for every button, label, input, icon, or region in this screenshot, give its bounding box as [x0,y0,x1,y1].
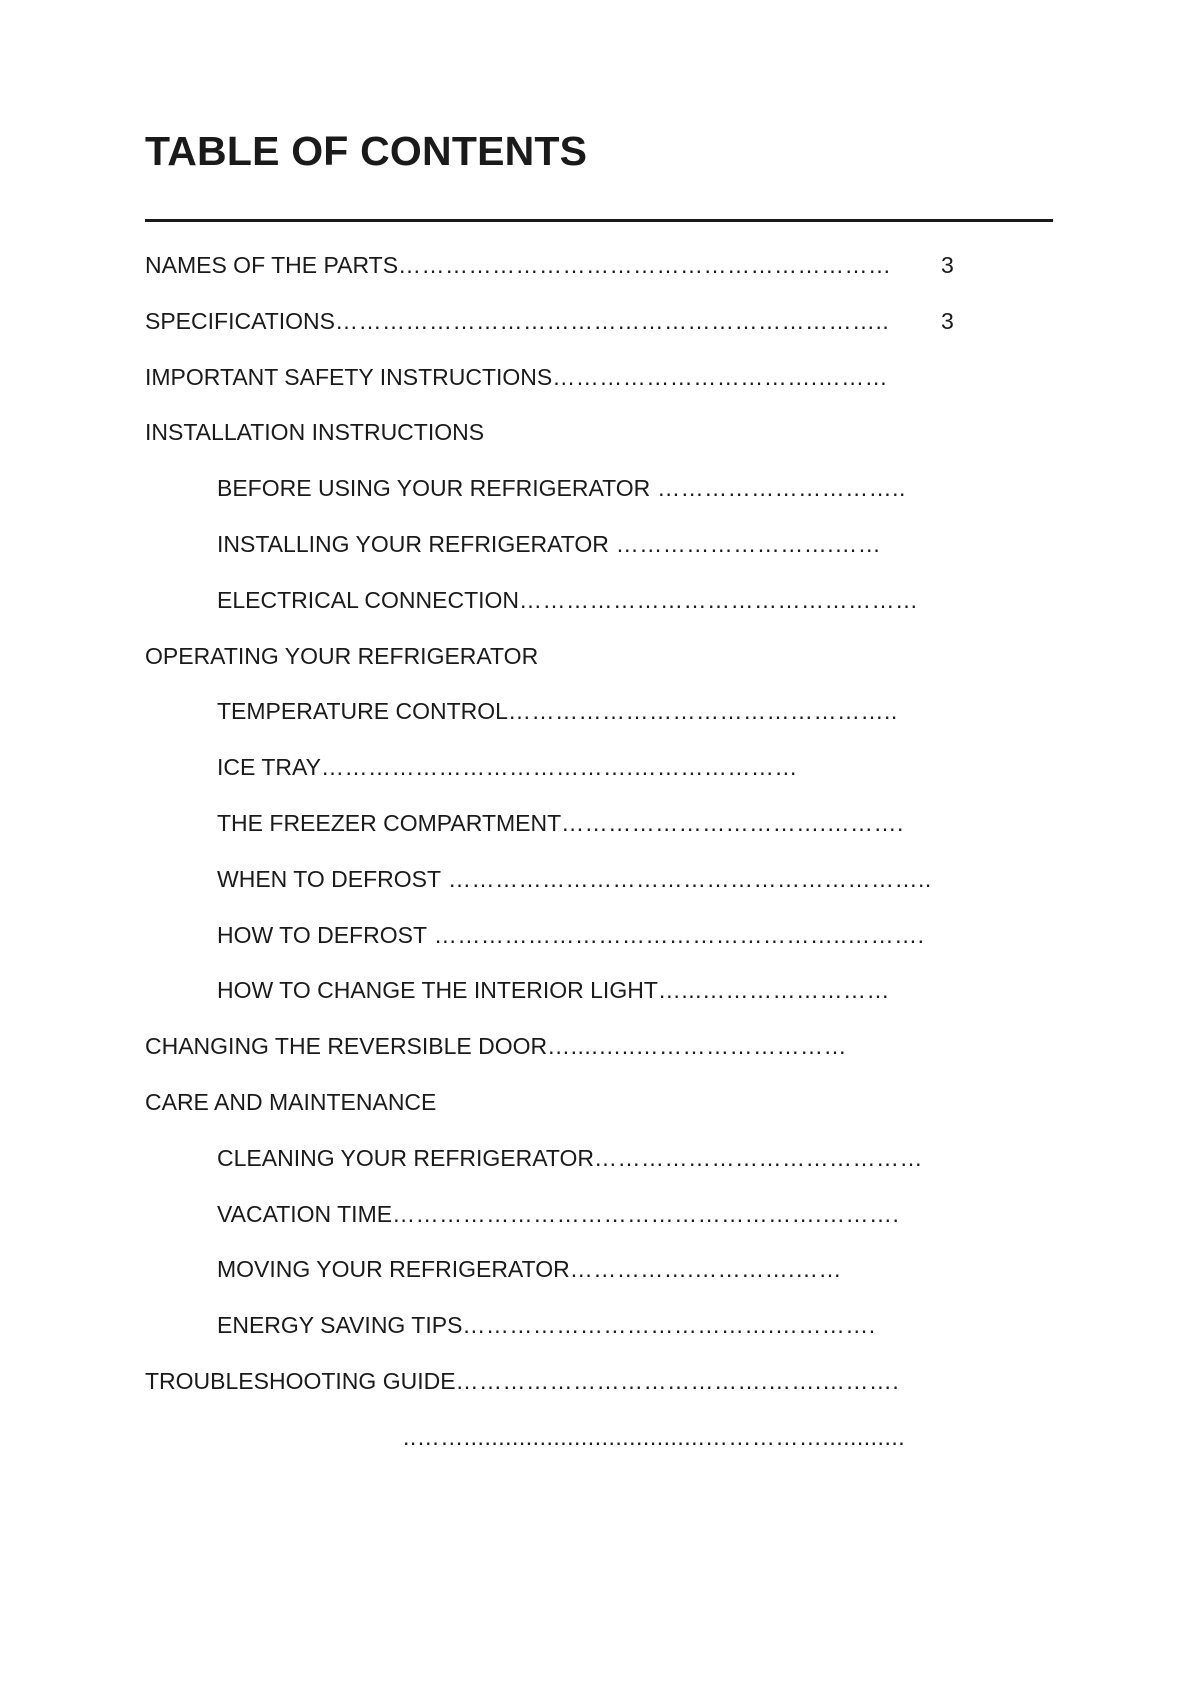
toc-entry-label: BEFORE USING YOUR REFRIGERATOR [217,475,651,502]
toc-entry-leader: ……………………………………………………… [398,252,892,278]
toc-entry-installing-your-refrigerator[interactable] [0,530,1190,586]
toc-entry-label: TROUBLESHOOTING GUIDE [145,1367,456,1394]
toc-entry-cleaning-your-refrigerator[interactable] [0,1144,1190,1200]
toc-entry-leader: …………………………………………… [519,586,919,613]
toc-entry-text [217,753,798,781]
toc-entry-text [217,1144,923,1172]
toc-entry-leader: ………………………………….…….………. [455,1367,900,1394]
toc-entry-leader: …………….………….…… [569,1256,842,1283]
toc-entry-the-freezer-compartment[interactable] [0,809,1190,865]
trailing-dot-leader: ..……...................................……………............ [403,1424,906,1450]
toc-entry-leader: …...…………………… [657,977,891,1004]
toc-entry-leader: …………………………………………………….. [441,865,932,892]
toc-entry-text [145,307,889,335]
toc-entry-ice-tray[interactable] [0,753,1190,809]
toc-entry-text [217,1255,842,1283]
toc-entry-text [217,697,898,725]
toc-entry-label: ENERGY SAVING TIPS [217,1312,463,1339]
toc-entry-moving-your-refrigerator[interactable] [0,1255,1190,1311]
toc-entry-label: OPERATING YOUR REFRIGERATOR [145,642,539,669]
toc-entry-label: INSTALLATION INSTRUCTIONS [145,419,485,446]
toc-entry-leader: …....…..……………………… [547,1033,847,1060]
toc-entry-leader: ………………………………………….. [507,698,898,725]
toc-entry-troubleshooting-guide[interactable] [0,1367,1190,1423]
toc-entry-energy-saving-tips[interactable] [0,1311,1190,1367]
toc-entry-label: INSTALLING YOUR REFRIGERATOR [217,530,609,557]
title-divider [145,219,1053,222]
toc-entry-label: MOVING YOUR REFRIGERATOR [217,1256,570,1283]
toc-entry-label: CARE AND MAINTENANCE [145,1088,437,1115]
toc-entry-operating-your-refrigerator[interactable] [0,642,1190,698]
toc-entry-label: ELECTRICAL CONNECTION [217,586,520,613]
toc-entry-text [145,1032,847,1060]
toc-entry-when-to-defrost[interactable] [0,865,1190,921]
toc-entry-leader: ………………………………….………………… [320,754,798,781]
toc-entry-leader: …………………………………… [594,1144,924,1171]
toc-entry-important-safety-instructions[interactable] [0,363,1190,419]
toc-entry-electrical-connection[interactable] [0,586,1190,642]
toc-entry-leader: …………………………………………………………….. [335,307,890,334]
toc-entry-text [217,809,904,837]
toc-entry-vacation-time[interactable] [0,1200,1190,1256]
toc-entry-text [145,642,538,670]
toc-entry-leader: ……………………….…… [608,530,882,557]
toc-entry-label: CHANGING THE REVERSIBLE DOOR [145,1033,548,1060]
toc-entry-label: HOW TO CHANGE THE INTERIOR LIGHT [217,977,658,1004]
toc-entry-text [145,418,484,446]
toc-entry-label: ICE TRAY [217,754,321,781]
toc-entry-installation-instructions[interactable] [0,418,1190,474]
toc-entry-text [217,474,906,502]
toc-entry-page: 3 [941,252,954,278]
toc-entry-label: IMPORTANT SAFETY INSTRUCTIONS [145,363,553,390]
toc-entry-label: TEMPERATURE CONTROL [217,698,508,725]
toc-entry-label: HOW TO DEFROST [217,921,427,948]
toc-entry-text [217,586,919,614]
toc-entry-leader: ……………………………………………..………. [427,921,925,948]
toc-entry-text [145,1367,899,1395]
toc-entry-how-to-change-the-interior-light[interactable] [0,976,1190,1032]
toc-entry-before-using-your-refrigerator[interactable] [0,474,1190,530]
toc-entry-specifications[interactable] [0,307,1190,363]
toc-entry-label: VACATION TIME [217,1200,393,1227]
toc-entry-leader: …………………………….……… [552,363,889,390]
toc-entry-text [217,1311,876,1339]
toc-entry-names-of-the-parts[interactable] [0,251,1190,307]
toc-entry-leader: ……………………………………………….………. [392,1200,900,1227]
toc-entry-changing-the-reversible-door[interactable] [0,1032,1190,1088]
toc-entry-text [217,530,881,558]
page-title: TABLE OF CONTENTS [145,128,588,174]
toc-entry-label: WHEN TO DEFROST [217,865,442,892]
toc-entry-page: 3 [941,307,954,334]
toc-entry-label: SPECIFICATIONS [145,307,335,334]
toc-entry-label: CLEANING YOUR REFRIGERATOR [217,1144,595,1171]
toc-entry-text [145,251,892,279]
toc-entry-text [145,363,888,391]
toc-entry-text [217,921,925,949]
toc-entry-temperature-control[interactable] [0,697,1190,753]
toc-entry-text [145,1088,436,1116]
toc-entry-text [217,976,890,1004]
toc-entry-care-and-maintenance[interactable] [0,1088,1190,1144]
toc-entry-text [217,865,932,893]
toc-entry-leader: ………………………………….…………. [462,1312,876,1339]
toc-entry-text [217,1200,899,1228]
toc-entry-leader: …………………………….………. [561,809,904,836]
toc-entry-how-to-defrost[interactable] [0,921,1190,977]
toc-list [0,251,1190,1423]
toc-entry-label: THE FREEZER COMPARTMENT [217,809,562,836]
toc-entry-label: NAMES OF THE PARTS [145,252,399,278]
toc-entry-leader: ………………………….. [650,475,906,502]
